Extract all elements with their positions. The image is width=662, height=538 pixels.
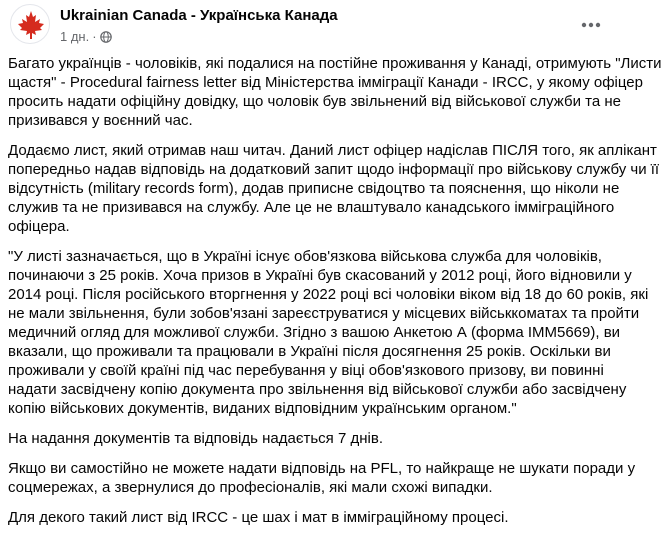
text-line: призивався у воєнний час.	[8, 112, 193, 129]
paragraph	[8, 508, 616, 527]
text-line: "У листі зазначається, що в Україні існує обов'язкова військова служба для чоловіків,	[8, 248, 602, 265]
text-line: Для декого такий лист від IRCC - це шах і мат в імміграційному процесі.	[8, 509, 509, 526]
paragraph	[8, 459, 636, 497]
more-options-icon	[581, 22, 601, 28]
globe-icon	[100, 31, 112, 46]
author-name[interactable]: Ukrainian Canada - Українська Канада	[60, 7, 338, 24]
text-line: соцмережах, а звернулися до професіоналів, які мали схожі випадки.	[8, 479, 493, 496]
post-meta	[60, 29, 112, 46]
post-body	[8, 54, 662, 538]
avatar[interactable]	[10, 4, 50, 44]
maple-leaf-icon	[11, 5, 51, 45]
paragraph	[8, 429, 616, 448]
text-line: проживали у своїй країні під час перебування у віці обов'язкового призову, ви повинні	[8, 362, 604, 379]
text-line: копію військових документів, виданих відповідним українським органом."	[8, 400, 517, 417]
text-line: На надання документів та відповідь надається 7 днів.	[8, 430, 383, 447]
more-options-button[interactable]	[576, 10, 606, 40]
meta-separator: ·	[92, 29, 97, 44]
post-header	[10, 4, 610, 50]
text-line: медичний огляд для можливої служби. Згідно з вашою Анкетою А (форма IMM5669), ви	[8, 324, 621, 341]
text-line: Багато українців - чоловіків, які подалися на постійне проживання у Канаді, отримують "Листи	[8, 55, 662, 72]
text-line: Якщо ви самостійно не можете надати відповідь на PFL, то найкраще не шукати поради у	[8, 460, 636, 477]
text-line: просить надати офіційну довідку, що чоловік був звільнений від військової служби та не	[8, 93, 621, 110]
text-line: служив та не призивався на службу. Але це не влаштувало канадського імміграційного	[8, 199, 615, 216]
text-line: попередньо надав відповідь на додатковий запит щодо інформації про військову службу чи її	[8, 161, 660, 178]
text-line: не мали звільнення, були зобов'язані зареєструватися у місцевих військкоматах та пройти	[8, 305, 640, 322]
text-line: відсутність (military records form), додав приписне свідоцтво та пояснення, що ніколи не	[8, 180, 620, 197]
text-line: 2014 році. Після російського вторгнення у 2022 році всі чоловіки віком від 18 до 60 років, які	[8, 286, 649, 303]
paragraph	[8, 247, 649, 418]
text-line: щастя" - Procedural fairness letter від Міністерства імміграції Канади - IRCC, у якому офіцер	[8, 74, 643, 91]
text-line: починаючи з 25 років. Хоча призов в Україні був скасований у 2012 році, його відновили у	[8, 267, 632, 284]
paragraph	[8, 54, 662, 130]
text-line: вказали, що проживали та працювали в Україні після досягнення 25 років. Оскільки ви	[8, 343, 611, 360]
text-line: надати засвідчену копію документа про звільнення від військової служби або засвідчену	[8, 381, 627, 398]
text-line: Додаємо лист, який отримав наш читач. Даний лист офіцер надіслав ПІСЛЯ того, як аплікант	[8, 142, 657, 159]
text-line: офіцера.	[8, 218, 70, 235]
paragraph	[8, 141, 660, 236]
post-timestamp[interactable]: 1 дн.	[60, 29, 90, 44]
